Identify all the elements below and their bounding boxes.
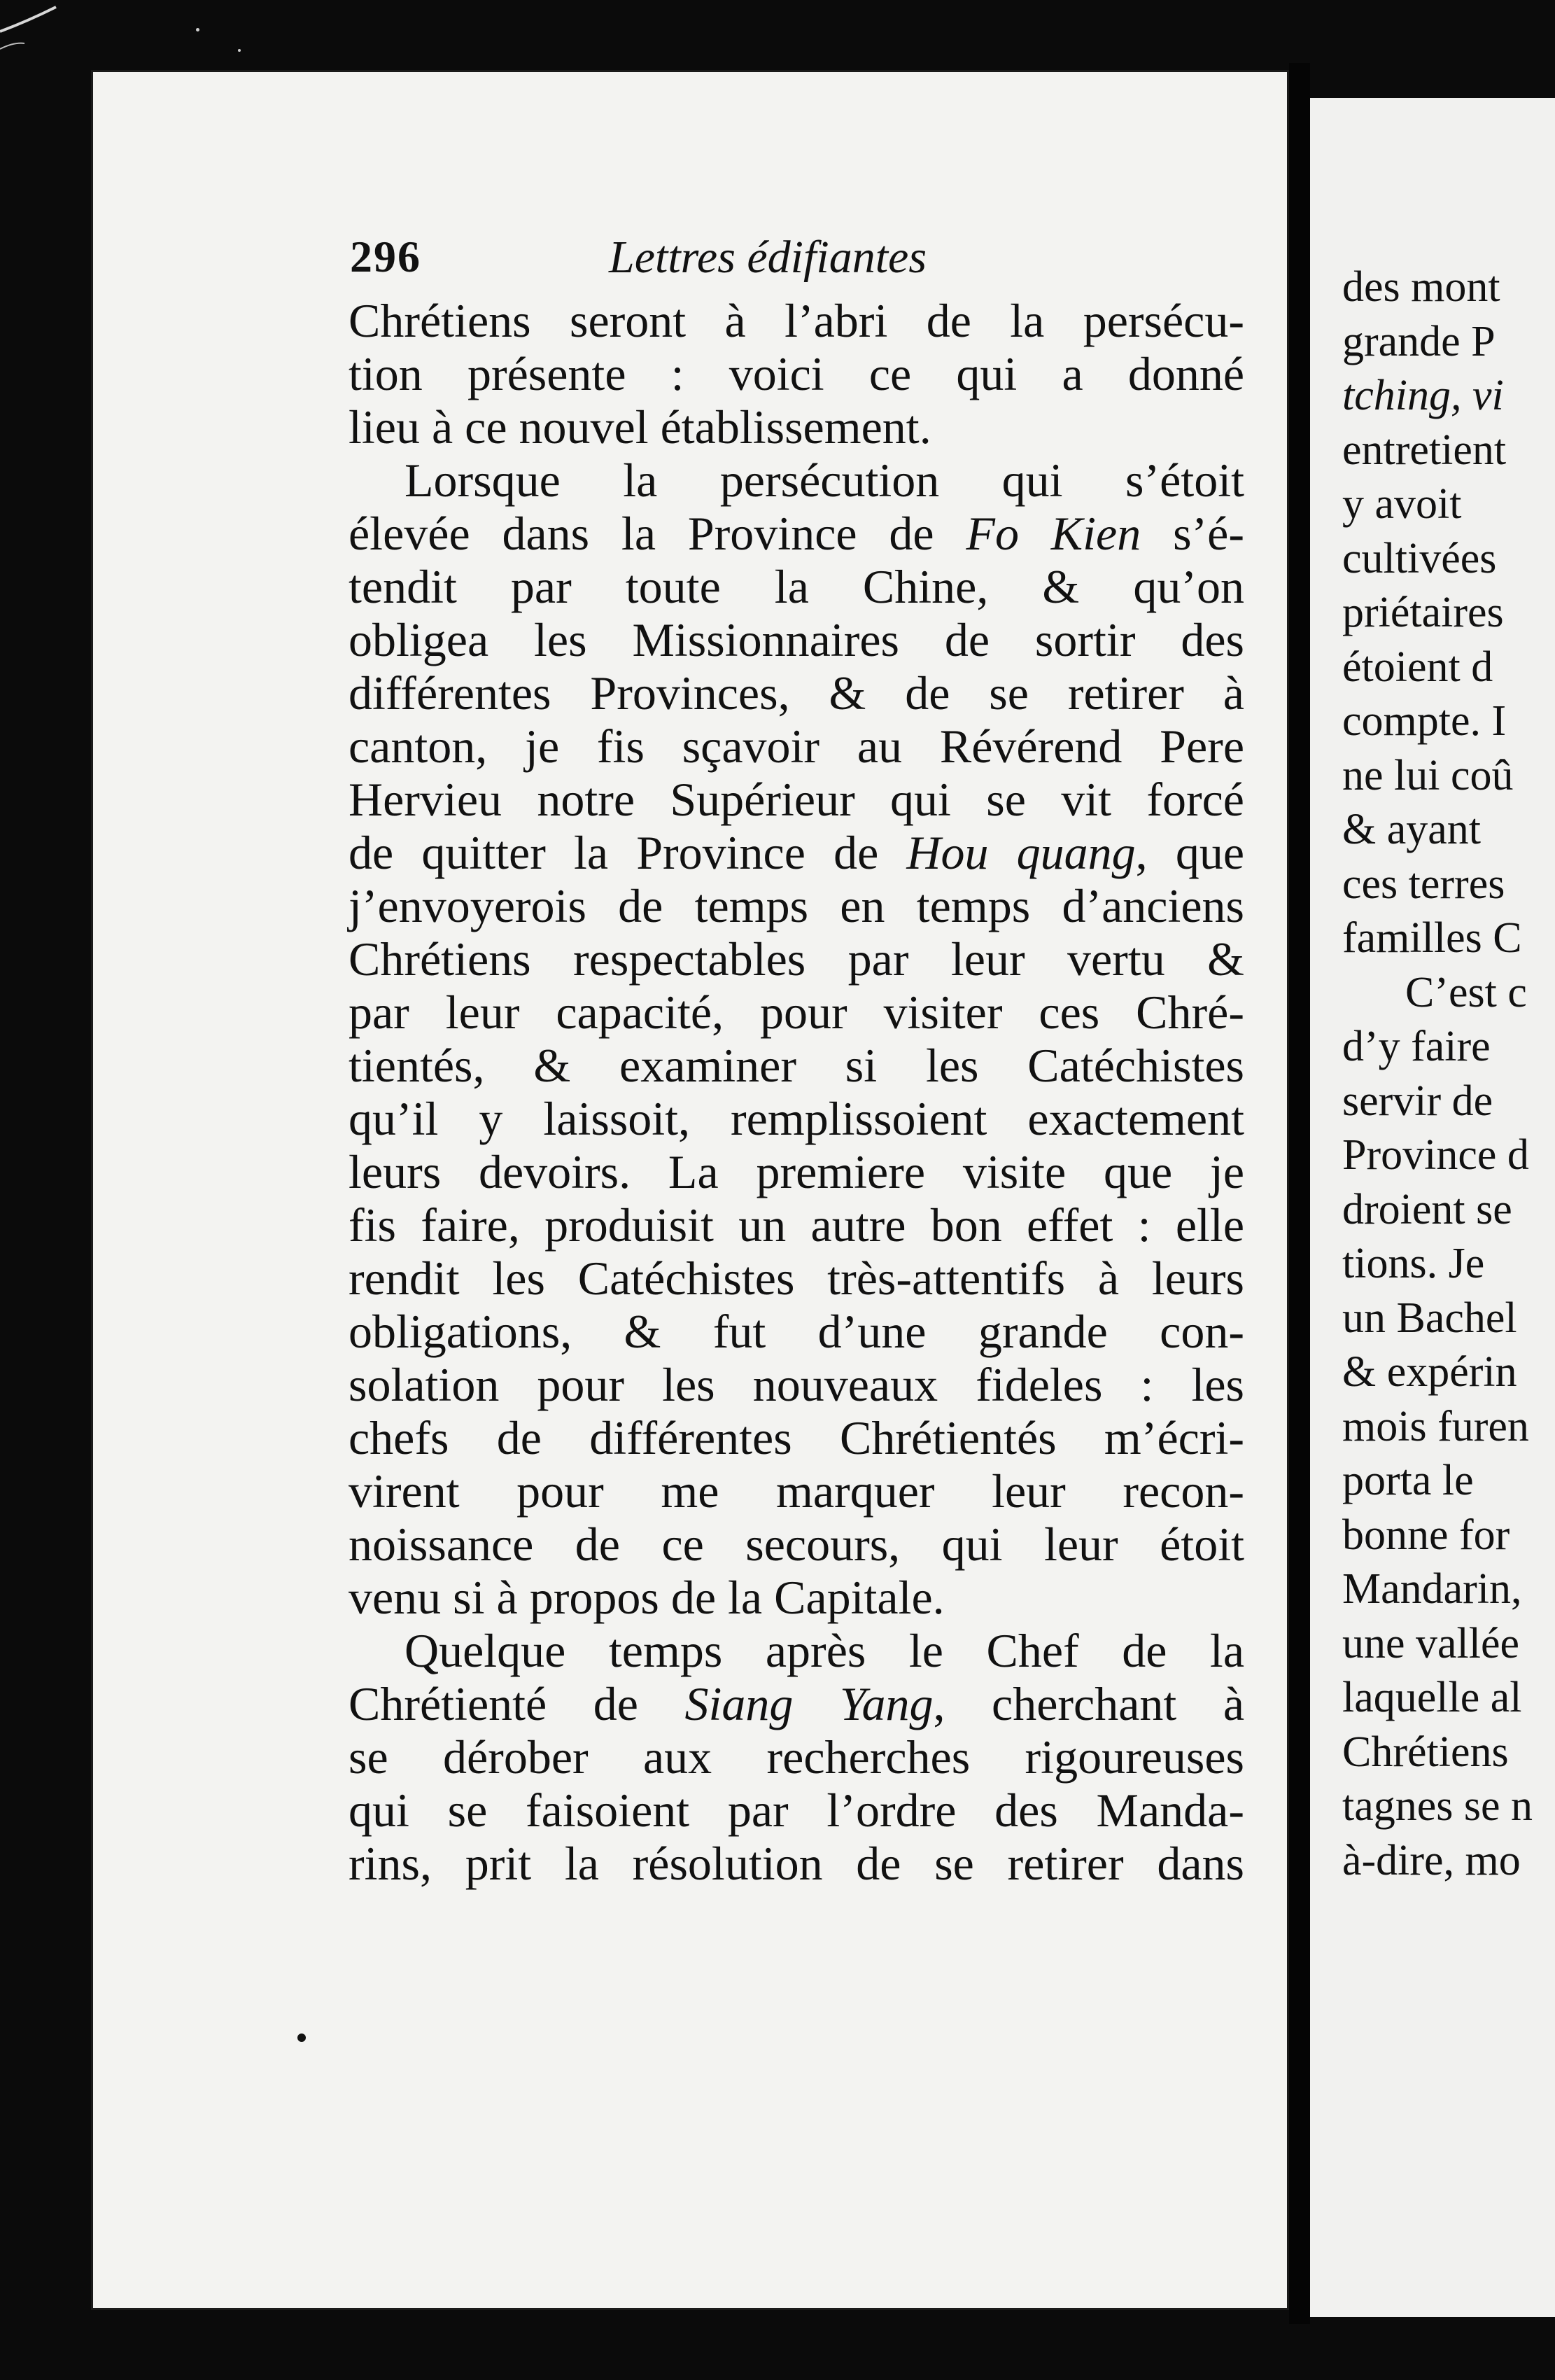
text-line: tendit par toute la Chine, & qu’on bbox=[349, 560, 1244, 613]
text-line: une vallée bbox=[1342, 1619, 1520, 1667]
text-line: étoient d bbox=[1342, 643, 1493, 691]
scan-speck bbox=[196, 28, 199, 31]
text-line: bonne for bbox=[1342, 1511, 1510, 1559]
text-line: tagnes se n bbox=[1342, 1782, 1533, 1830]
text-line: ces terres bbox=[1342, 860, 1505, 908]
text-line: fis faire, produisit un autre bon effet : elle bbox=[349, 1198, 1244, 1252]
text-line: rendit les Catéchistes très-attentifs à leurs bbox=[349, 1252, 1244, 1305]
text-line: qui se faisoient par l’ordre des Manda- bbox=[349, 1784, 1244, 1837]
text-line: ne lui coû bbox=[1342, 751, 1514, 799]
text-line: j’envoyerois de temps en temps d’anciens bbox=[349, 879, 1244, 932]
text-line: priétaires bbox=[1342, 589, 1504, 636]
text-run: , que bbox=[1135, 826, 1245, 879]
text-run: Chrétienté de bbox=[349, 1677, 685, 1730]
text-line: tientés, & examiner si les Catéchistes bbox=[349, 1039, 1244, 1092]
text-line: rins, prit la résolution de se retirer dans bbox=[349, 1837, 1244, 1890]
text-line: noissance de ce secours, qui leur étoit bbox=[349, 1518, 1244, 1571]
text-line: Chrétiens bbox=[1342, 1728, 1509, 1776]
running-title: Lettres édifiantes bbox=[609, 232, 927, 283]
text-line: d’y faire bbox=[1342, 1023, 1491, 1070]
text-line: canton, je fis sçavoir au Révérend Pere bbox=[349, 720, 1244, 773]
text-line: obligations, & fut d’une grande con- bbox=[349, 1305, 1244, 1358]
text-line: par leur capacité, pour visiter ces Chré- bbox=[349, 986, 1244, 1039]
text-line: Hervieu notre Supérieur qui se vit forcé bbox=[349, 773, 1244, 826]
page-gutter bbox=[1289, 63, 1310, 2324]
text-line: mois furen bbox=[1342, 1402, 1529, 1450]
text-line: virent pour me marquer leur recon- bbox=[349, 1464, 1244, 1518]
text-line: compte. I bbox=[1342, 697, 1507, 745]
text-line: lieu à ce nouvel établissement. bbox=[349, 400, 931, 454]
text-line: Quelque temps après le Chef de la bbox=[404, 1624, 1244, 1677]
place-name-siang-yang: Siang Yang bbox=[684, 1677, 934, 1730]
text-line: différentes Provinces, & de se retirer à bbox=[349, 666, 1244, 720]
text-line: à-dire, mo bbox=[1342, 1836, 1521, 1884]
text-line: cultivées bbox=[1342, 534, 1497, 582]
place-name-fo-kien: Fo Kien bbox=[966, 507, 1141, 560]
text-line: droient se bbox=[1342, 1185, 1512, 1233]
text-line: un Bachel bbox=[1342, 1294, 1517, 1342]
text-line: C’est c bbox=[1405, 968, 1527, 1016]
text-line: tions. Je bbox=[1342, 1240, 1485, 1287]
text-line: des mont bbox=[1342, 263, 1500, 311]
text-line: tching, vi bbox=[1342, 372, 1504, 419]
text-line: laquelle al bbox=[1342, 1674, 1522, 1721]
right-page-partial-text bbox=[1342, 260, 1555, 1888]
page-number: 296 bbox=[350, 232, 421, 281]
scan-speck bbox=[238, 49, 241, 52]
text-line: tion présente : voici ce qui a donné bbox=[349, 347, 1244, 400]
text-line: venu si à propos de la Capitale. bbox=[349, 1571, 945, 1624]
margin-ink-dot bbox=[297, 2033, 306, 2042]
text-run: de quitter la Province de bbox=[349, 826, 907, 879]
text-line: Chrétiens seront à l’abri de la persécu- bbox=[349, 294, 1244, 347]
text-line: Chrétiens respectables par leur vertu & bbox=[349, 932, 1244, 986]
text-run: élevée dans la Province de bbox=[349, 507, 966, 560]
text-line: entretient bbox=[1342, 426, 1507, 474]
text-line: obligea les Missionnaires de sortir des bbox=[349, 613, 1244, 666]
running-head bbox=[350, 224, 1260, 294]
text-line: grande P bbox=[1342, 317, 1496, 365]
text-line: solation pour les nouveaux fideles : les bbox=[349, 1358, 1244, 1411]
text-line: & expérin bbox=[1342, 1348, 1517, 1396]
text-line: Mandarin, bbox=[1342, 1565, 1522, 1613]
text-line: familles C bbox=[1342, 914, 1522, 962]
text-line: se dérober aux recherches rigoureuses bbox=[349, 1730, 1244, 1784]
left-page-body-text bbox=[349, 294, 1244, 1890]
text-line: servir de bbox=[1342, 1077, 1493, 1125]
text-line: y avoit bbox=[1342, 480, 1462, 528]
text-run: , cherchant à bbox=[933, 1677, 1245, 1730]
text-line bbox=[349, 826, 1244, 879]
text-line: leurs devoirs. La premiere visite que je bbox=[349, 1145, 1244, 1198]
text-line bbox=[349, 507, 1244, 560]
text-line: Lorsque la persécution qui s’étoit bbox=[404, 454, 1244, 507]
text-line: qu’il y laissoit, remplissoient exactement bbox=[349, 1092, 1244, 1145]
text-line bbox=[349, 1677, 1244, 1730]
text-line: porta le bbox=[1342, 1457, 1474, 1504]
text-run: s’é- bbox=[1141, 507, 1245, 560]
text-line: chefs de différentes Chrétientés m’écri- bbox=[349, 1411, 1244, 1464]
text-line: & ayant bbox=[1342, 806, 1481, 853]
text-line: Province d bbox=[1342, 1131, 1529, 1179]
place-name-hou-quang: Hou quang bbox=[906, 826, 1136, 879]
